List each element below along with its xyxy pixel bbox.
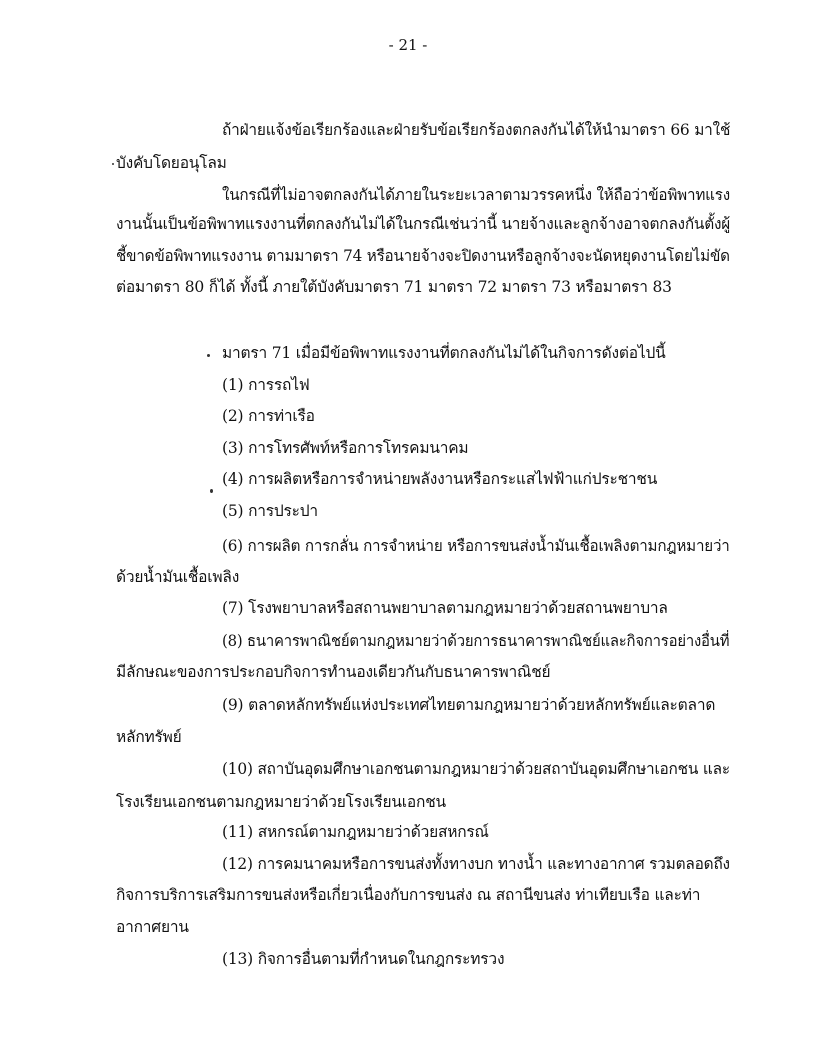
paragraph-2-line-1: ในกรณีที่ไม่อาจตกลงกันได้ภายในระยะเวลาตามวรรคหนึ่ง ให้ถือว่าข้อพิพาทแรง xyxy=(222,186,730,204)
paragraph-2-line-3: ชี้ขาดข้อพิพาทแรงงาน ตามมาตรา 74 หรือนายจ้างจะปิดงานหรือลูกจ้างจะนัดหยุดงานโดยไม่ขัด xyxy=(116,247,730,265)
section-heading: มาตรา 71 เมื่อมีข้อพิพาทแรงงานที่ตกลงกันไม่ได้ในกิจการดังต่อไปนี้ xyxy=(222,344,666,362)
paragraph-1-line-1: ถ้าฝ่ายแจ้งข้อเรียกร้องและฝ่ายรับข้อเรียกร้องตกลงกันได้ให้นำมาตรา 66 มาใช้ xyxy=(222,121,731,139)
list-item-13: (13) กิจการอื่นตามที่กำหนดในกฎกระทรวง xyxy=(222,950,505,968)
list-item-12-line-3: อากาศยาน xyxy=(116,918,189,936)
list-item-10-line-2: โรงเรียนเอกชนตามกฎหมายว่าด้วยโรงเรียนเอกชน xyxy=(116,793,446,811)
list-item-12-line-1: (12) การคมนาคมหรือการขนส่งทั้งทางบก ทางน้ำ และทางอากาศ รวมตลอดถึง xyxy=(222,855,730,873)
page-number: - 21 - xyxy=(388,36,428,54)
list-item-9-line-2: หลักทรัพย์ xyxy=(116,728,182,746)
list-item-7: (7) โรงพยาบาลหรือสถานพยาบาลตามกฎหมายว่าด้วยสถานพยาบาล xyxy=(222,599,668,617)
list-item-1: (1) การรถไฟ xyxy=(222,376,310,394)
list-item-8-line-2: มีลักษณะของการประกอบกิจการทำนองเดียวกันกับธนาคารพาณิชย์ xyxy=(116,663,551,681)
list-item-8-line-1: (8) ธนาคารพาณิชย์ตามกฎหมายว่าด้วยการธนาคารพาณิชย์และกิจการอย่างอื่นที่ xyxy=(222,632,730,650)
list-item-5: (5) การประปา xyxy=(222,502,318,520)
list-item-4: (4) การผลิตหรือการจำหน่ายพลังงานหรือกระแสไฟฟ้าแก่ประชาชน xyxy=(222,470,658,488)
scan-speck xyxy=(112,163,114,165)
list-item-10-line-1: (10) สถาบันอุดมศึกษาเอกชนตามกฎหมายว่าด้วยสถาบันอุดมศึกษาเอกชน และ xyxy=(222,760,730,778)
list-item-11: (11) สหกรณ์ตามกฎหมายว่าด้วยสหกรณ์ xyxy=(222,823,489,841)
paragraph-2-line-4: ต่อมาตรา 80 ก็ได้ ทั้งนี้ ภายใต้บังคับมาตรา 71 มาตรา 72 มาตรา 73 หรือมาตรา 83 xyxy=(116,278,672,296)
paragraph-1-line-2: บังคับโดยอนุโลม xyxy=(116,154,227,172)
list-item-6-line-2: ด้วยน้ำมันเชื้อเพลิง xyxy=(116,568,240,586)
paragraph-2-line-2: งานนั้นเป็นข้อพิพาทแรงงานที่ตกลงกันไม่ได้ในกรณีเช่นว่านี้ นายจ้างและลูกจ้างอาจตกลงกันตั้งผู้ xyxy=(116,215,731,233)
list-item-6-line-1: (6) การผลิต การกลั่น การจำหน่าย หรือการขนส่งน้ำมันเชื้อเพลิงตามกฎหมายว่า xyxy=(222,537,730,555)
list-item-12-line-2: กิจการบริการเสริมการขนส่งหรือเกี่ยวเนื่องกับการขนส่ง ณ สถานีขนส่ง ท่าเทียบเรือ และท่า xyxy=(116,886,701,904)
list-item-3: (3) การโทรศัพท์หรือการโทรคมนาคม xyxy=(222,439,469,457)
scan-speck xyxy=(210,489,213,493)
scan-speck xyxy=(207,354,210,357)
list-item-2: (2) การท่าเรือ xyxy=(222,407,315,425)
list-item-9-line-1: (9) ตลาดหลักทรัพย์แห่งประเทศไทยตามกฎหมายว่าด้วยหลักทรัพย์และตลาด xyxy=(222,696,716,714)
